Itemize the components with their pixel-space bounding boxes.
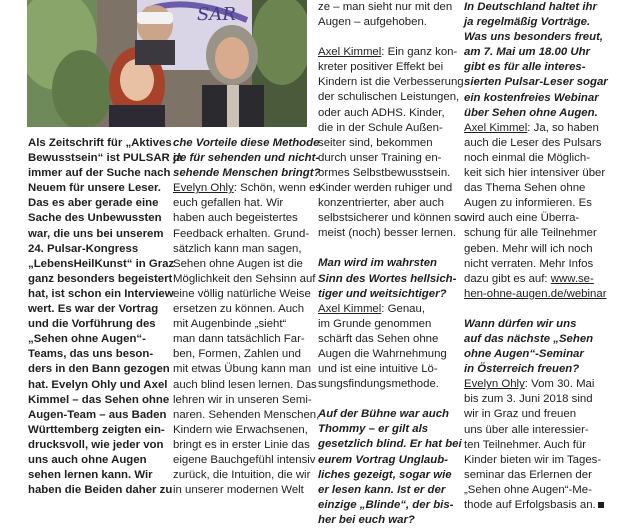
question-line: gesetzlich blind. Er hat bei (318, 438, 462, 451)
answer-line: mit Augenbinde „sieht“ (173, 318, 287, 331)
answer-line: in unserer modernen Welt (173, 484, 304, 497)
col1-line: Das es aber gerade eine (28, 197, 159, 210)
col1-line: Sache des Unbewussten (28, 212, 162, 225)
col1-line: drucksvoll, wie jeder von (28, 438, 164, 451)
answer-text: thode auf Erfolgsbasis an. (464, 499, 596, 511)
col1-line: uns auch ohne Augen (28, 453, 147, 466)
answer-line: konzentrierter, aber auch (318, 197, 445, 210)
col1-line: 24. Pulsar-Kongress (28, 242, 139, 255)
answer-line (464, 377, 624, 392)
answer-line: Augen – aufgehoben. (318, 16, 427, 29)
answer-line: noch einmal die Möglich- (464, 151, 590, 164)
answer-line: mit etwas Übung kann man (173, 363, 312, 376)
answer-line: Augen zu informieren. Es (464, 197, 592, 210)
answer-line (318, 45, 458, 60)
answer-line (318, 302, 458, 317)
col1-line: Als Zeitschrift für „Aktives (28, 137, 172, 149)
col1-line: „LebensHeilKunst“ in Graz (28, 257, 175, 270)
question-line: in Österreich freuen? (464, 363, 580, 376)
answer-text: dazu gibt es auf: (464, 272, 551, 285)
answer-line: ten Teilnehmer. Auch für (464, 438, 586, 451)
question-line: tiger und weitsichtiger? (318, 287, 447, 300)
webinar-link[interactable]: hen-ohne-augen.de/webinar (464, 287, 607, 300)
paragraph-gap (318, 241, 458, 256)
answer-line: meist (noch) besser lernen. (318, 227, 457, 240)
answer-line: Kindern ist die Verbesserung (318, 76, 464, 89)
question-line: auf das nächste „Sehen (464, 332, 594, 345)
question-line: sierten Pulsar-Leser sogar (464, 76, 608, 89)
answer-line (464, 498, 624, 513)
col1-line: hat, ist schon ein Interview (28, 287, 174, 300)
answer-line: schung für alle Teilnehmer (464, 227, 597, 240)
answer-text: : Schön, wenn es (233, 182, 322, 195)
col1-line: wert. Es war der Vortrag (28, 303, 159, 316)
question-line: am 7. Mai um 18.00 Uhr (464, 46, 590, 59)
answer-line: man dann tatsächlich Far- (173, 333, 305, 346)
answer-line: Kinder bieten wir im Tages- (464, 453, 602, 466)
answer-line: wird auch eine Überra- (464, 212, 580, 225)
question-line: Auf der Bühne war auch (318, 408, 450, 421)
col1-line: Augen-Team – aus Baden (28, 408, 167, 421)
answer-line (464, 272, 624, 287)
col1-line: Kimmel – das Sehen ohne (28, 393, 170, 406)
answer-line: die in der Schule Außen- (318, 121, 443, 134)
answer-line: seminar das Erlernen der (464, 468, 592, 481)
col1-line: Bewusstsein“ ist PULSAR ja (28, 152, 183, 165)
column-4 (464, 0, 624, 513)
question-line: Wann dürfen wir uns (464, 317, 577, 330)
interview-photo (27, 0, 307, 127)
answer-line: naren. Sehenden Menschen, (173, 408, 320, 421)
answer-line: ersetzen zu können. Auch (173, 303, 305, 316)
answer-line: Augen die Wahrnehmung (318, 347, 447, 360)
question-line: Thommy – er gilt als (318, 423, 429, 436)
answer-line: Möglichkeit den Sehsinn auf (173, 272, 316, 285)
answer-text: : Genau, (381, 302, 425, 315)
answer-line: „Sehen ohne Augen“-Me- (464, 483, 592, 496)
answer-line: keit sich hier intensiver über (464, 167, 606, 180)
question-line: Man wird im wahrsten (318, 257, 437, 270)
col1-line: Neuem für unsere Leser. (28, 182, 161, 195)
answer-line: und ist eine intuitive Lö- (318, 363, 438, 376)
answer-line: bringt es in erster Linie das (173, 438, 310, 451)
answer-line: durch unser Training en- (318, 151, 442, 164)
column-1 (28, 136, 183, 498)
column-2 (173, 136, 322, 498)
answer-line: ormes Selbstbewusstsein. (318, 166, 451, 179)
answer-line: oder auch ADHS. Kinder, (318, 106, 445, 119)
answer-line: haben auch begeistertes (173, 212, 298, 225)
question-line: ja regelmäßig Vorträge. (464, 16, 591, 29)
question-line: er lesen kann. Ist er der (318, 483, 446, 496)
answer-line: auch die Leser des Pulsars (464, 136, 602, 149)
answer-line: zurück, die Intuition, die wir (173, 469, 311, 482)
question-line: gibt es für alle interes- (464, 61, 586, 74)
answer-line: nicht verraten. Mehr Infos (464, 257, 594, 270)
col1-line: ders in den Bann gezogen (28, 363, 170, 376)
answer-line: ben, Formen, Zahlen und (173, 348, 301, 361)
answer-line: uns über alle interessier- (464, 423, 589, 436)
answer-line: seiter sind, bekommen (318, 136, 433, 149)
answer-text: : Ja, so haben (527, 121, 599, 134)
answer-line: Sehen ohne Augen ist die (173, 257, 303, 270)
question-line: ein kostenfreies Webinar (464, 91, 599, 104)
answer-line: kreter positiver Effekt bei (318, 61, 444, 74)
end-of-article-square-icon (598, 502, 604, 508)
col1-line: hat. Evelyn Ohly und Axel (28, 378, 168, 391)
answer-line: Kinder werden ruhiger und (318, 182, 453, 195)
answer-line: sungsfindungsmethode. (318, 378, 439, 391)
col1-line: immer auf der Suche nach (28, 167, 171, 180)
answer-line (173, 181, 322, 196)
speaker-name: Evelyn Ohly (464, 378, 525, 391)
answer-line: bis zum 3. Juni 2018 sind (464, 393, 593, 406)
answer-line: geben. Mehr will ich noch (464, 242, 593, 255)
answer-line: Kindern wie Erwachsenen, (173, 423, 308, 436)
column-3 (318, 0, 467, 528)
question-line: sehende Menschen bringt? (173, 167, 321, 180)
col1-line: war, die uns bei unserem (28, 227, 164, 240)
col1-line: haben die Beiden daher zu (28, 484, 173, 497)
speaker-name: Evelyn Ohly (173, 182, 234, 195)
answer-line: auch blind lesen lernen. Das (173, 378, 317, 391)
answer-line: sätzlich kann man sagen, (173, 242, 302, 255)
question-line: her bei euch war? (318, 513, 415, 526)
answer-line: selbstsicherer und können so (318, 212, 467, 225)
answer-line: im Grunde genommen (318, 317, 432, 330)
question-line: Was uns besonders freut, (464, 31, 604, 44)
question-line: über Sehen ohne Augen. (464, 106, 598, 119)
answer-line: schärft das Sehen ohne (318, 332, 439, 345)
people-photo-icon (27, 0, 307, 127)
answer-line: ze – man sieht nur mit den (318, 1, 453, 13)
col1-line: und die Vorführung des (28, 318, 156, 331)
question-line: In Deutschland haltet ihr (464, 1, 597, 13)
answer-line: wir in Graz und freuen (464, 408, 577, 421)
col1-line: sehen lernen kann. Wir (28, 469, 153, 482)
paragraph-gap (318, 30, 458, 45)
answer-line: das Thema Sehen ohne (464, 182, 586, 195)
answer-line: Feedback erhalten. Grund- (173, 227, 310, 240)
answer-text: : Vom 30. Mai (524, 378, 595, 391)
question-line: ohne Augen“-Seminar (464, 348, 584, 361)
col1-line: Teams, das uns beson- (28, 348, 154, 361)
paragraph-gap (464, 302, 624, 317)
paragraph-gap (318, 392, 458, 407)
answer-line: eine völlig natürliche Weise (173, 287, 311, 300)
answer-text: : Ein ganz kon- (381, 46, 458, 59)
speaker-name: Axel Kimmel (318, 302, 382, 315)
webinar-link[interactable]: www.se- (550, 272, 594, 285)
question-line: liches gezeigt, sogar wie (318, 468, 452, 481)
poster-text: SAR (197, 4, 236, 25)
answer-line: der schulischen Leistungen, (318, 91, 460, 104)
answer-line: euch gefallen hat. Wir (173, 197, 284, 210)
question-line: de für sehenden und nicht- (173, 152, 320, 165)
question-line: einzige „Blinde“, der bis- (318, 498, 454, 511)
answer-line: lehren wir in unseren Semi- (173, 393, 312, 406)
speaker-name: Axel Kimmel (318, 46, 382, 59)
col1-line: Württemberg zeigten ein- (28, 423, 165, 436)
col1-line: „Sehen ohne Augen“- (28, 333, 146, 346)
question-line: eurem Vortrag Unglaub- (318, 453, 448, 466)
answer-line: eigene Bauchgefühl intensiv (173, 453, 316, 466)
question-line: Sinn des Wortes hellsich- (318, 272, 457, 285)
answer-line (464, 121, 624, 136)
col1-line: ganz besonders begeistert (28, 272, 173, 285)
speaker-name: Axel Kimmel (464, 121, 528, 134)
question-line: che Vorteile diese Methode (173, 137, 320, 149)
